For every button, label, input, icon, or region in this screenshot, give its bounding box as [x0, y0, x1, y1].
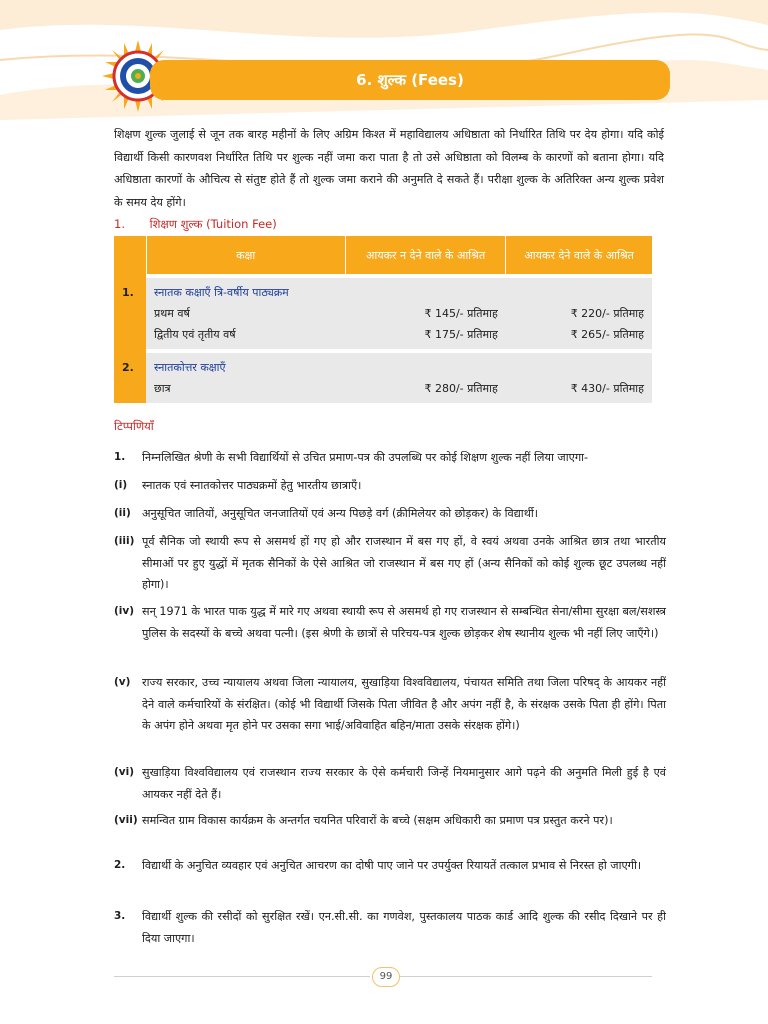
fee-value: ₹ 145/- प्रतिमाह [424, 307, 498, 320]
fee-value: ₹ 220/- प्रतिमाह [570, 307, 644, 320]
row-title: स्नातकोत्तर कक्षाएँ [154, 361, 226, 374]
note-item [114, 906, 666, 949]
footer-rule-right [400, 976, 652, 977]
note-text: निम्नलिखित श्रेणी के सभी विद्यार्थियों से उचित प्रमाण-पत्र की उपलब्धि पर कोई शिक्षण शुल्क नहीं लिया जाएगा- [142, 451, 589, 464]
tuition-fee-heading [114, 217, 277, 232]
note-text: स्नातक एवं स्नातकोत्तर पाठ्यक्रमों हेतु भारतीय छात्राएँ। [142, 479, 362, 492]
table-row [114, 278, 652, 349]
note-item [114, 601, 666, 644]
note-number: (v) [114, 676, 131, 688]
note-item [114, 855, 666, 877]
notes-heading: टिप्पणियाँ [114, 419, 154, 433]
row-non-taxpayer-cell [345, 278, 505, 349]
note-number: (i) [114, 479, 128, 491]
intro-paragraph: शिक्षण शुल्क जुलाई से जून तक बारह महीनों के लिए अग्रिम किश्त में महाविद्यालय अधिष्ठाता को निर्धारित तिथि पर देय होगा। यदि कोई विद्यार्थी किसी कारणवश निर्धारित तिथि पर शुल्क नहीं जमा करा पाता है तो उसे अधिष्ठाता को विलम्ब के कारणों को बताना होगा। यदि अधिष्ठाता कारणों के औचित्य से संतुष्ट होते हैं तो शुल्क जमा कराने की अनुमति दे सकते हैं। परीक्षा शुल्क के अतिरिक्त अन्य शुल्क प्रवेश के समय देय होंगे। [114, 128, 664, 209]
note-text: सुखाड़िया विश्वविद्यालय एवं राजस्थान राज्य सरकार के ऐसे कर्मचारी जिन्हें नियमानुसार आगे पढ़ने की अनुमति मिली हुई है एवं आयकर नहीं देते हैं। [142, 766, 666, 801]
table-header-num [114, 236, 146, 274]
note-item [114, 762, 666, 805]
note-item [114, 531, 666, 596]
note-number: 2. [114, 859, 126, 871]
note-number: (vii) [114, 814, 138, 826]
note-text: समन्वित ग्राम विकास कार्यक्रम के अन्तर्गत चयनित परिवारों के बच्चे (सक्षम अधिकारी का प्रमाण पत्र प्रस्तुत करने पर)। [142, 814, 613, 827]
note-number: (vi) [114, 766, 135, 778]
note-text: पूर्व सैनिक जो स्थायी रूप से असमर्थ हों गए हो और राजस्थान में बस गए हों, वे स्वयं अथवा उनके आश्रित छात्र तथा भारतीय सीमाओं पर हुए युद्धों में मृतक सैनिकों के ऐसे आश्रित जो राजस्थान में बस गए हों (अन्य सैनिकों को कोई शुल्क छूट उपलब्ध नहीं होगा)। [142, 535, 666, 591]
row-line-label: प्रथम वर्ष [154, 307, 190, 320]
row-line-label: द्वितीय एवं तृतीय वर्ष [154, 328, 236, 341]
note-text: अनुसूचित जातियों, अनुसूचित जनजातियों एवं अन्य पिछड़े वर्ग (क्रीमिलेयर को छोड़कर) के विद्यार्थी। [142, 507, 538, 520]
note-number: (ii) [114, 507, 131, 519]
note-item [114, 447, 666, 469]
table-row [114, 353, 652, 403]
note-text: राज्य सरकार, उच्च न्यायालय अथवा जिला न्यायालय, सुखाड़िया विश्वविद्यालय, पंचायत समिति तथा जिला परिषद् के आयकर नहीं देने वाले कर्मचारियों के संरक्षित। (कोई भी विद्यार्थी जिसके पिता जीवित है और अपंग नहीं है, के संरक्षक उसके पिता ही होंगे। पिता के अपंग होने अथवा मृत होने पर उसका सगा भाई/अविवाहित बहिन/माता उसके संरक्षक होंगे।) [142, 676, 666, 732]
row-non-taxpayer-cell [345, 353, 505, 403]
page-number: 99 [372, 967, 400, 987]
note-number: 3. [114, 910, 126, 922]
note-text: सन् 1971 के भारत पाक युद्ध में मारे गए अथवा स्थायी रूप से असमर्थ हो गए राजस्थान से सम्बन्धित सेना/सीमा सुरक्षा बल/सशस्त्र पुलिस के सदस्यों के बच्चे अथवा पत्नी। (इस श्रेणी के छात्रों से परिचय-पत्र शुल्क छोड़कर शेष स्थानीय शुल्क भी नहीं लिए जाएँगे।) [142, 605, 666, 640]
row-taxpayer-cell [506, 278, 652, 349]
section-title-bar [150, 60, 670, 100]
table-header-row [114, 236, 652, 274]
note-text: विद्यार्थी शुल्क की रसीदों को सुरक्षित रखें। एन.सी.सी. का गणवेश, पुस्तकालय पाठक कार्ड आदि शुल्क की रसीद दिखाने पर ही दिया जाएगा। [142, 910, 666, 945]
table-header-class: कक्षा [146, 236, 345, 274]
tuition-fee-table [114, 236, 652, 403]
row-class-cell [146, 278, 345, 349]
footer-rule-left [114, 976, 370, 977]
fee-value: ₹ 265/- प्रतिमाह [570, 328, 644, 341]
fee-value: ₹ 430/- प्रतिमाह [570, 382, 644, 395]
note-text: विद्यार्थी के अनुचित व्यवहार एवं अनुचित आचरण का दोषी पाए जाने पर उपर्युक्त रियायतें तत्काल प्रभाव से निरस्त हो जाएगी। [142, 859, 642, 872]
row-title: स्नातक कक्षाएँ त्रि-वर्षीय पाठ्यक्रम [154, 286, 289, 299]
note-item [114, 810, 666, 832]
row-number: 2. [114, 353, 146, 403]
note-number: (iv) [114, 605, 135, 617]
note-item [114, 503, 666, 525]
row-taxpayer-cell [506, 353, 652, 403]
note-number: 1. [114, 451, 126, 463]
section-title: 6. शुल्क (Fees) [356, 71, 464, 89]
fee-value: ₹ 280/- प्रतिमाह [424, 382, 498, 395]
row-line-label: छात्र [154, 382, 171, 395]
note-number: (iii) [114, 535, 135, 547]
note-item [114, 672, 666, 737]
row-class-cell [146, 353, 345, 403]
fee-value: ₹ 175/- प्रतिमाह [424, 328, 498, 341]
table-header-non-taxpayer: आयकर न देने वाले के आश्रित [345, 236, 505, 274]
row-number: 1. [114, 278, 146, 349]
table-header-taxpayer: आयकर देने वाले के आश्रित [506, 236, 652, 274]
tuition-fee-heading-text: शिक्षण शुल्क (Tuition Fee) [149, 217, 277, 231]
tuition-fee-heading-number: 1. [114, 217, 125, 231]
note-item [114, 475, 666, 497]
